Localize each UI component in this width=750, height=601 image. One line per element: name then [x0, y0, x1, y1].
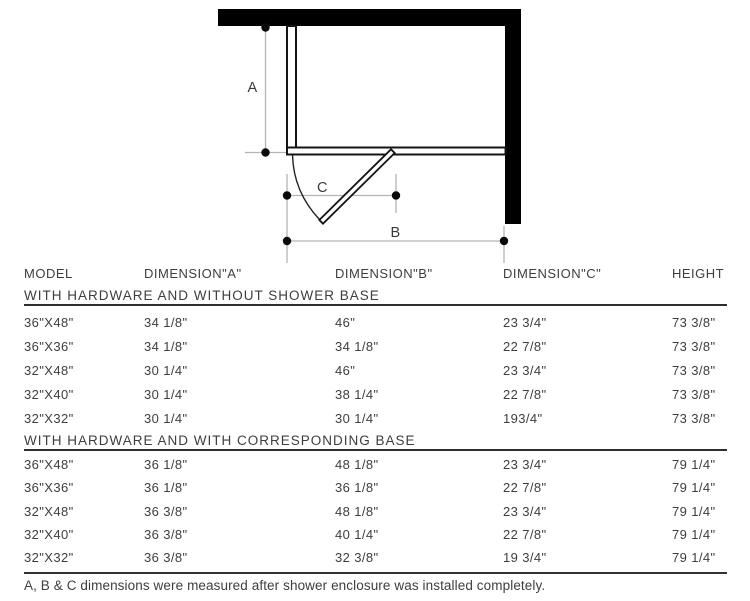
cell-model: 32"X40"	[24, 527, 74, 543]
fixed-glass-panel	[287, 26, 296, 153]
cell-dimension-a: 34 1/8"	[144, 315, 188, 331]
cell-model: 32"X40"	[24, 386, 74, 402]
column-header-dimension-b: DIMENSION"B"	[335, 266, 433, 281]
dimension-lines	[245, 29, 504, 263]
cell-dimension-c: 23 3/4"	[503, 457, 547, 473]
section-title-with-base: WITH HARDWARE AND WITH CORRESPONDING BASE	[24, 433, 416, 448]
table-row	[24, 335, 730, 359]
dimension-dots	[261, 23, 508, 245]
dimension-b-label: B	[390, 225, 401, 241]
right-wall	[505, 26, 521, 224]
cell-dimension-a: 36 3/8"	[144, 527, 188, 543]
section-rule	[24, 304, 727, 306]
cell-dimension-c: 23 3/4"	[503, 315, 547, 331]
door-swing-arc	[293, 155, 320, 220]
section-rule	[24, 449, 727, 451]
cell-height: 73 3/8"	[672, 339, 716, 355]
cell-dimension-a: 34 1/8"	[144, 339, 188, 355]
cell-height: 73 3/8"	[672, 386, 716, 402]
cell-model: 32"X32"	[24, 410, 74, 426]
dimension-c-label: C	[317, 180, 328, 196]
cell-height: 73 3/8"	[672, 315, 716, 331]
cell-model: 36"X36"	[24, 339, 74, 355]
table-row	[24, 546, 730, 569]
cell-dimension-b: 34 1/8"	[335, 339, 379, 355]
door-panel-fill	[322, 152, 392, 221]
cell-dimension-b: 48 1/8"	[335, 457, 379, 473]
cell-dimension-c: 22 7/8"	[503, 527, 547, 543]
table-row	[24, 311, 730, 335]
cell-dimension-b: 46"	[335, 315, 356, 331]
footnote-rule	[24, 572, 727, 574]
table-section-rows	[24, 453, 730, 569]
table-row	[24, 406, 730, 430]
table-row	[24, 382, 730, 406]
table-row	[24, 453, 730, 476]
cell-height: 73 3/8"	[672, 362, 716, 378]
section-title-without-base: WITH HARDWARE AND WITHOUT SHOWER BASE	[24, 288, 380, 303]
cell-dimension-a: 36 1/8"	[144, 480, 188, 496]
cell-height: 79 1/4"	[672, 550, 716, 566]
dimension-a-label: A	[247, 80, 258, 96]
cell-dimension-b: 40 1/4"	[335, 527, 379, 543]
table-section-rows	[24, 311, 730, 430]
cell-model: 36"X48"	[24, 315, 74, 331]
cell-dimension-c: 22 7/8"	[503, 339, 547, 355]
cell-model: 32"X48"	[24, 362, 74, 378]
table-row	[24, 476, 730, 499]
dimension-a-top-dot	[261, 23, 269, 31]
cell-dimension-a: 30 1/4"	[144, 362, 188, 378]
column-header-height: HEIGHT	[672, 266, 725, 281]
top-wall	[218, 9, 521, 26]
table-row	[24, 500, 730, 523]
cell-dimension-a: 36 1/8"	[144, 457, 188, 473]
cell-dimension-c: 193/4"	[503, 410, 543, 426]
column-header-dimension-c: DIMENSION"C"	[503, 266, 602, 281]
cell-model: 36"X48"	[24, 457, 74, 473]
cell-height: 73 3/8"	[672, 410, 716, 426]
cell-height: 79 1/4"	[672, 480, 716, 496]
dimension-b-left-dot	[283, 237, 291, 245]
cell-dimension-c: 23 3/4"	[503, 503, 547, 519]
cell-model: 32"X32"	[24, 550, 74, 566]
dimension-b-right-dot	[500, 237, 508, 245]
cell-dimension-b: 48 1/8"	[335, 503, 379, 519]
cell-dimension-c: 23 3/4"	[503, 362, 547, 378]
dimension-c-left-dot	[283, 191, 291, 199]
cell-dimension-b: 30 1/4"	[335, 410, 379, 426]
table-row	[24, 523, 730, 546]
footnote: A, B & C dimensions were measured after shower enclosure was installed completely.	[24, 578, 546, 593]
cell-height: 79 1/4"	[672, 457, 716, 473]
cell-dimension-c: 22 7/8"	[503, 480, 547, 496]
cell-dimension-b: 32 3/8"	[335, 550, 379, 566]
dimension-c-right-dot	[392, 191, 400, 199]
cell-height: 79 1/4"	[672, 503, 716, 519]
cell-dimension-a: 30 1/4"	[144, 410, 188, 426]
cell-dimension-b: 46"	[335, 362, 356, 378]
cell-dimension-a: 30 1/4"	[144, 386, 188, 402]
cell-dimension-a: 36 3/8"	[144, 550, 188, 566]
cell-dimension-b: 38 1/4"	[335, 386, 379, 402]
column-header-dimension-a: DIMENSION"A"	[144, 266, 242, 281]
cell-dimension-a: 36 3/8"	[144, 503, 188, 519]
cell-dimension-b: 36 1/8"	[335, 480, 379, 496]
cell-height: 79 1/4"	[672, 527, 716, 543]
table-row	[24, 359, 730, 383]
column-header-model: MODEL	[24, 266, 73, 281]
cell-model: 32"X48"	[24, 503, 74, 519]
dimension-a-bottom-dot	[261, 148, 269, 156]
cell-model: 36"X36"	[24, 480, 74, 496]
table-header-row	[24, 266, 730, 282]
cell-dimension-c: 22 7/8"	[503, 386, 547, 402]
return-panel-rail	[287, 148, 506, 155]
cell-dimension-c: 19 3/4"	[503, 550, 547, 566]
enclosure-plan-diagram	[0, 0, 750, 266]
